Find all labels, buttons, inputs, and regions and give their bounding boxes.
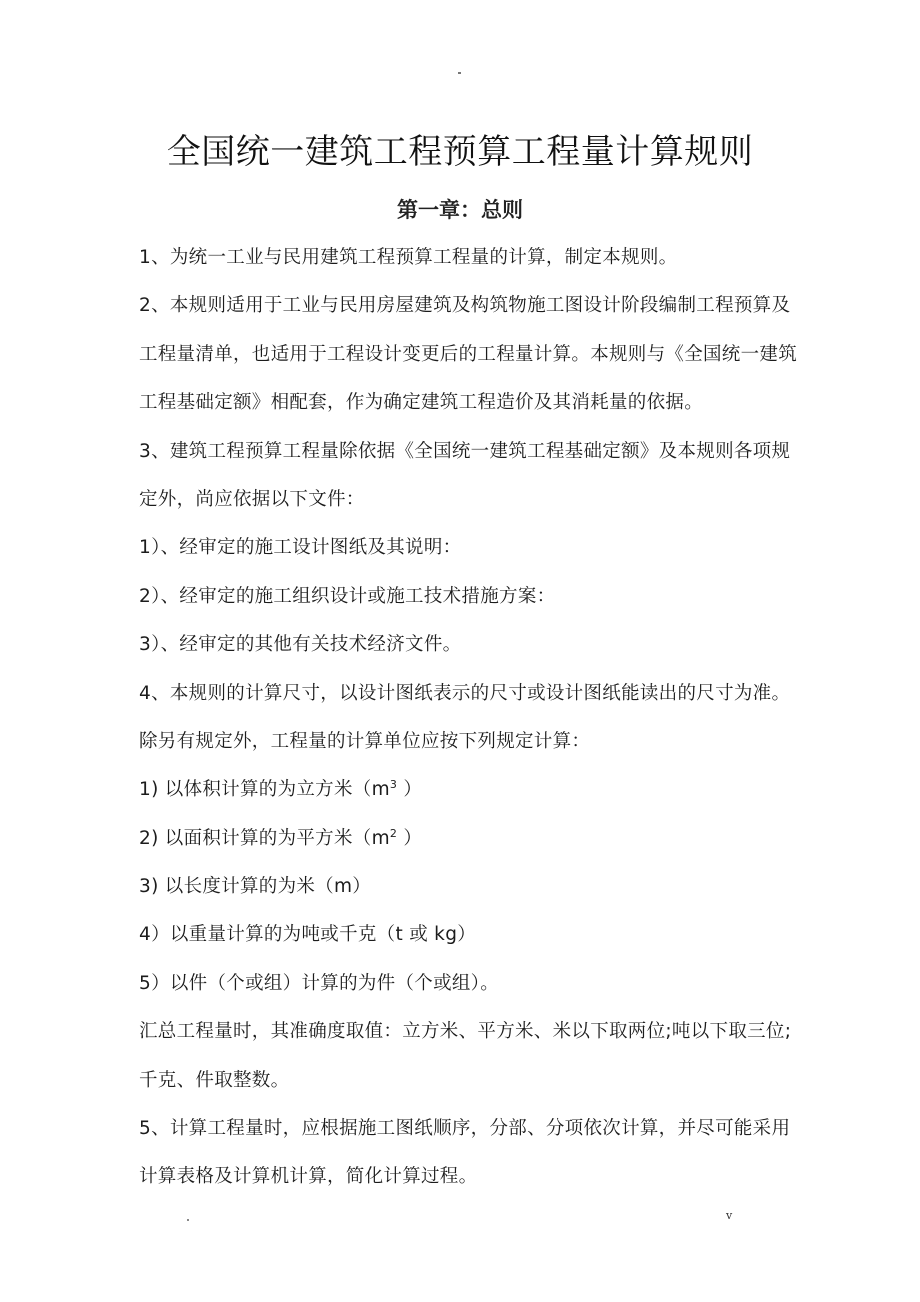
list-item: 2）、经审定的施工组织设计或施工技术措施方案：	[139, 585, 556, 607]
unit-item-volume	[139, 772, 789, 820]
paragraph-line: 2、本规则适用于工业与民用房屋建筑及构筑物施工图设计阶段编制工程预算及	[139, 295, 791, 317]
paragraph-line: 工程基础定额》相配套，作为确定建筑工程造价及其消耗量的依据。	[139, 392, 704, 414]
paragraph-line: 千克、件取整数。	[139, 1069, 290, 1091]
paragraph-line: 4、本规则的计算尺寸，以设计图纸表示的尺寸或设计图纸能读出的尺寸为准。	[139, 682, 791, 704]
list-item: 1）、经审定的施工设计图纸及其说明：	[139, 537, 462, 559]
chapter-heading: 第一章：总则	[397, 198, 523, 222]
unit-text: 1) 以体积计算的为立方米（m	[139, 779, 390, 801]
paragraph-line: 除另有规定外，工程量的计算单位应按下列规定计算：	[139, 730, 591, 752]
document-body	[139, 240, 798, 1208]
paragraph-line: 定外，尚应依据以下文件：	[139, 488, 365, 510]
unit-item-length: 3) 以长度计算的为米（m）	[139, 876, 372, 898]
unit-item-area	[139, 821, 789, 869]
paragraph-line: 3、建筑工程预算工程量除依据《全国统一建筑工程基础定额》及本规则各项规	[139, 440, 791, 462]
document-title: 全国统一建筑工程预算工程量计算规则	[166, 132, 754, 172]
paragraph-line: 1、为统一工业与民用建筑工程预算工程量的计算，制定本规则。	[139, 247, 678, 268]
paragraph-line: 汇总工程量时，其准确度取值：立方米、平方米、米以下取两位;吨以下取三位;	[139, 1021, 792, 1043]
paragraph-line: 工程量清单，也适用于工程设计变更后的工程量计算。本规则与《全国统一建筑	[139, 343, 798, 365]
paragraph-line: 5、计算工程量时，应根据施工图纸顺序，分部、分项依次计算，并尽可能采用	[139, 1118, 791, 1140]
superscript: 3	[389, 778, 398, 792]
unit-text-suffix: ）	[397, 779, 423, 801]
footer-dot-mark	[187, 1219, 189, 1221]
unit-item-count: 5）以件（个或组）计算的为件（个或组）。	[139, 972, 500, 994]
list-item: 3）、经审定的其他有关技术经济文件。	[139, 634, 462, 656]
superscript: 2	[389, 826, 398, 840]
header-dot-mark	[458, 72, 461, 74]
paragraph-line: 计算表格及计算机计算，简化计算过程。	[139, 1166, 478, 1188]
unit-text: 2) 以面积计算的为平方米（m	[139, 827, 390, 849]
unit-item-weight: 4）以重量计算的为吨或千克（t 或 kg）	[139, 924, 477, 946]
footer-v-mark: v	[726, 1209, 733, 1222]
unit-text-suffix: ）	[397, 827, 423, 849]
